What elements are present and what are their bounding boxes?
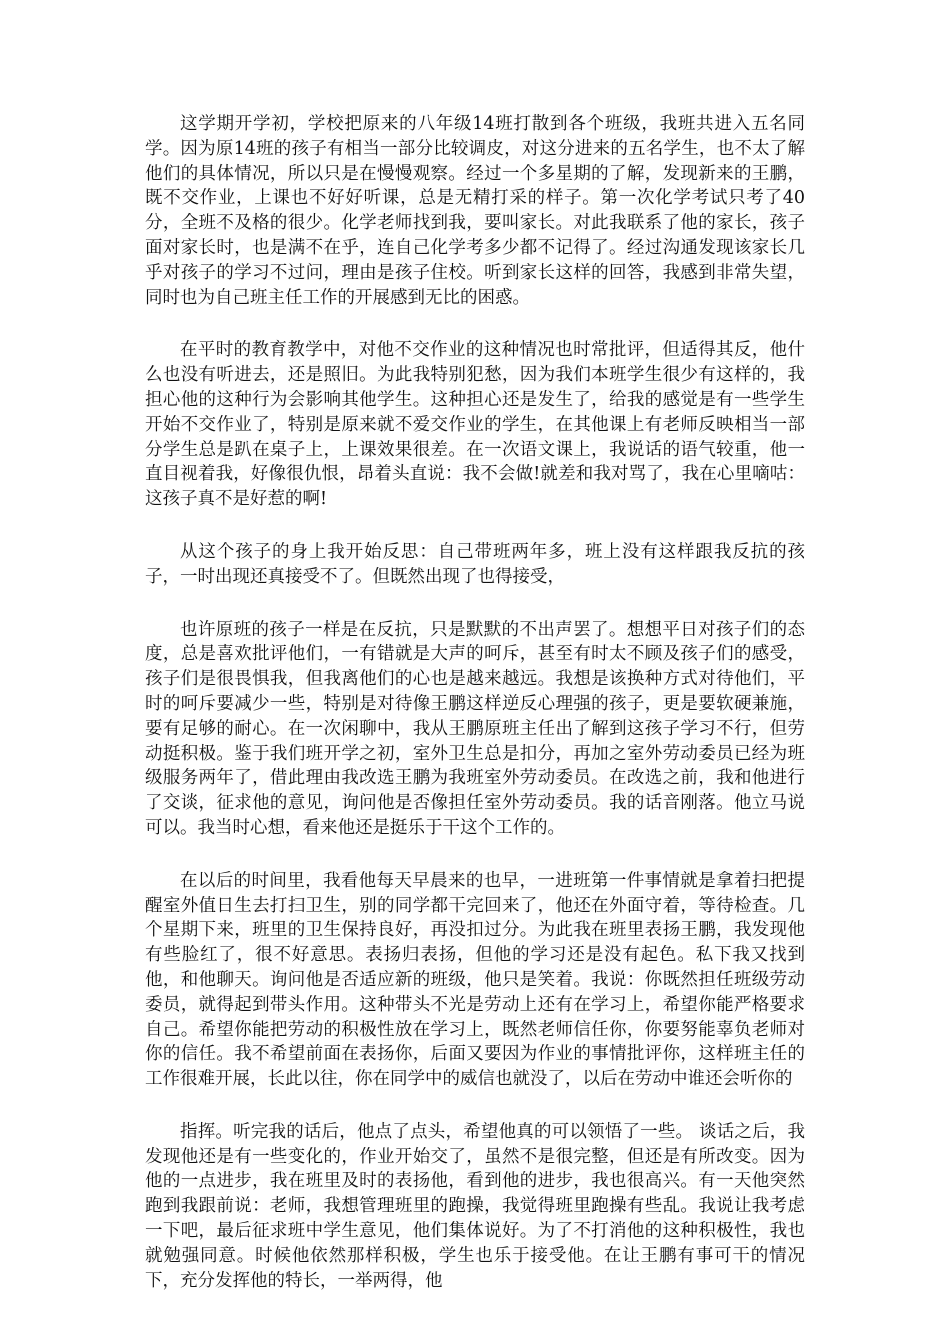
paragraph: 这学期开学初，学校把原来的八年级14班打散到各个班级，我班共进入五名同学。因为原14班的孩子有相当一部分比较调皮，对这分进来的五名学生，也不太了解他们的具体情况，所以只是在慢慢观察。经过一个多星期的了解，发现新来的王鹏，既不交作业，上课也不好好听课，总是无精打采的样子。第一次化学考试只考了40分，全班不及格的很少。化学老师找到我，要叫家长。对此我联系了他的家长，孩子面对家长时，也是满不在乎，连自己化学考多少都不记得了。经过沟通发现该家长几乎对孩子的学习不过问，理由是孩子住校。听到家长这样的回答，我感到非常失望，同时也为自己班主任工作的开展感到无比的困惑。 [145, 114, 805, 308]
paragraph: 在以后的时间里，我看他每天早晨来的也早，一进班第一件事情就是拿着扫把提醒室外值日生去打扫卫生，别的同学都干完回来了，他还在外面守着，等待检查。几个星期下来，班里的卫生保持良好，再没扣过分。为此我在班里表扬王鹏，我发现他有些脸红了，很不好意思。表扬归表扬，但他的学习还是没有起色。私下我又找到他，和他聊天。询问他是否适应新的班级，他只是笑着。我说：你既然担任班级劳动委员，就得起到带头作用。这种带头不光是劳动上还有在学习上，希望你能严格要求自己。希望你能把劳动的积极性放在学习上，既然老师信任你，你要努能辜负老师对你的信任。我不希望前面在表扬你，后面又要因为作业的事情批评你，这样班主任的工作很难开展，长此以往，你在同学中的威信也就没了，以后在劳动中谁还会听你的 [145, 870, 805, 1090]
paragraph: 也许原班的孩子一样是在反抗，只是默默的不出声罢了。想想平日对孩子们的态度，总是喜欢批评他们，一有错就是大声的呵斥，甚至有时太不顾及孩子们的感受，孩子们是很畏惧我，但我离他们的心也是越来越远。我想是该换种方式对待他们，平时的呵斥要减少一些，特别是对待像王鹏这样逆反心理强的孩子，更是要软硬兼施，要有足够的耐心。在一次闲聊中，我从王鹏原班主任出了解到这孩子学习不行，但劳动挺积极。鉴于我们班开学之初，室外卫生总是扣分，再加之室外劳动委员已经为班级服务两年了，借此理由我改选王鹏为我班室外劳动委员。在改选之前，我和他进行了交谈，征求他的意见，询问他是否像担任室外劳动委员。我的话音刚落。他立马说可以。我当时心想，看来他还是挺乐于干这个工作的。 [145, 619, 805, 838]
paragraph: 指挥。听完我的话后，他点了点头，希望他真的可以领悟了一些。 谈话之后，我发现他还是有一些变化的，作业开始交了，虽然不是很完整，但还是有所改变。因为他的一点进步，我在班里及时的表扬他，看到他的进步，我也很高兴。有一天他突然跑到我跟前说：老师，我想管理班里的跑操，我觉得班里跑操有些乱。我说让我考虑一下吧，最后征求班中学生意见，他们集体说好。为了不打消他的这种积极性，我也就勉强同意。时候他依然那样积极，学生也乐于接受他。在让王鹏有事可干的情况下，充分发挥他的特长，一举两得，他 [145, 1121, 805, 1291]
paragraph: 在平时的教育教学中，对他不交作业的这种情况也时常批评，但适得其反，他什么也没有听进去，还是照旧。为此我特别犯愁，因为我们本班学生很少有这样的，我担心他的这种行为会影响其他学生。这种担心还是发生了，给我的感觉是有一些学生开始不交作业了，特别是原来就不爱交作业的学生，在其他课上有老师反映相当一部分学生总是趴在桌子上，上课效果很差。在一次语文课上，我说话的语气较重，他一直目视着我，好像很仇恨，昂着头直说：我不会做!就差和我对骂了，我在心里嘀咕：这孩子真不是好惹的啊! [145, 340, 805, 510]
paragraph: 从这个孩子的身上我开始反思：自己带班两年多，班上没有这样跟我反抗的孩子，一时出现还真接受不了。但既然出现了也得接受， [145, 541, 805, 587]
document-body [145, 112, 805, 1293]
